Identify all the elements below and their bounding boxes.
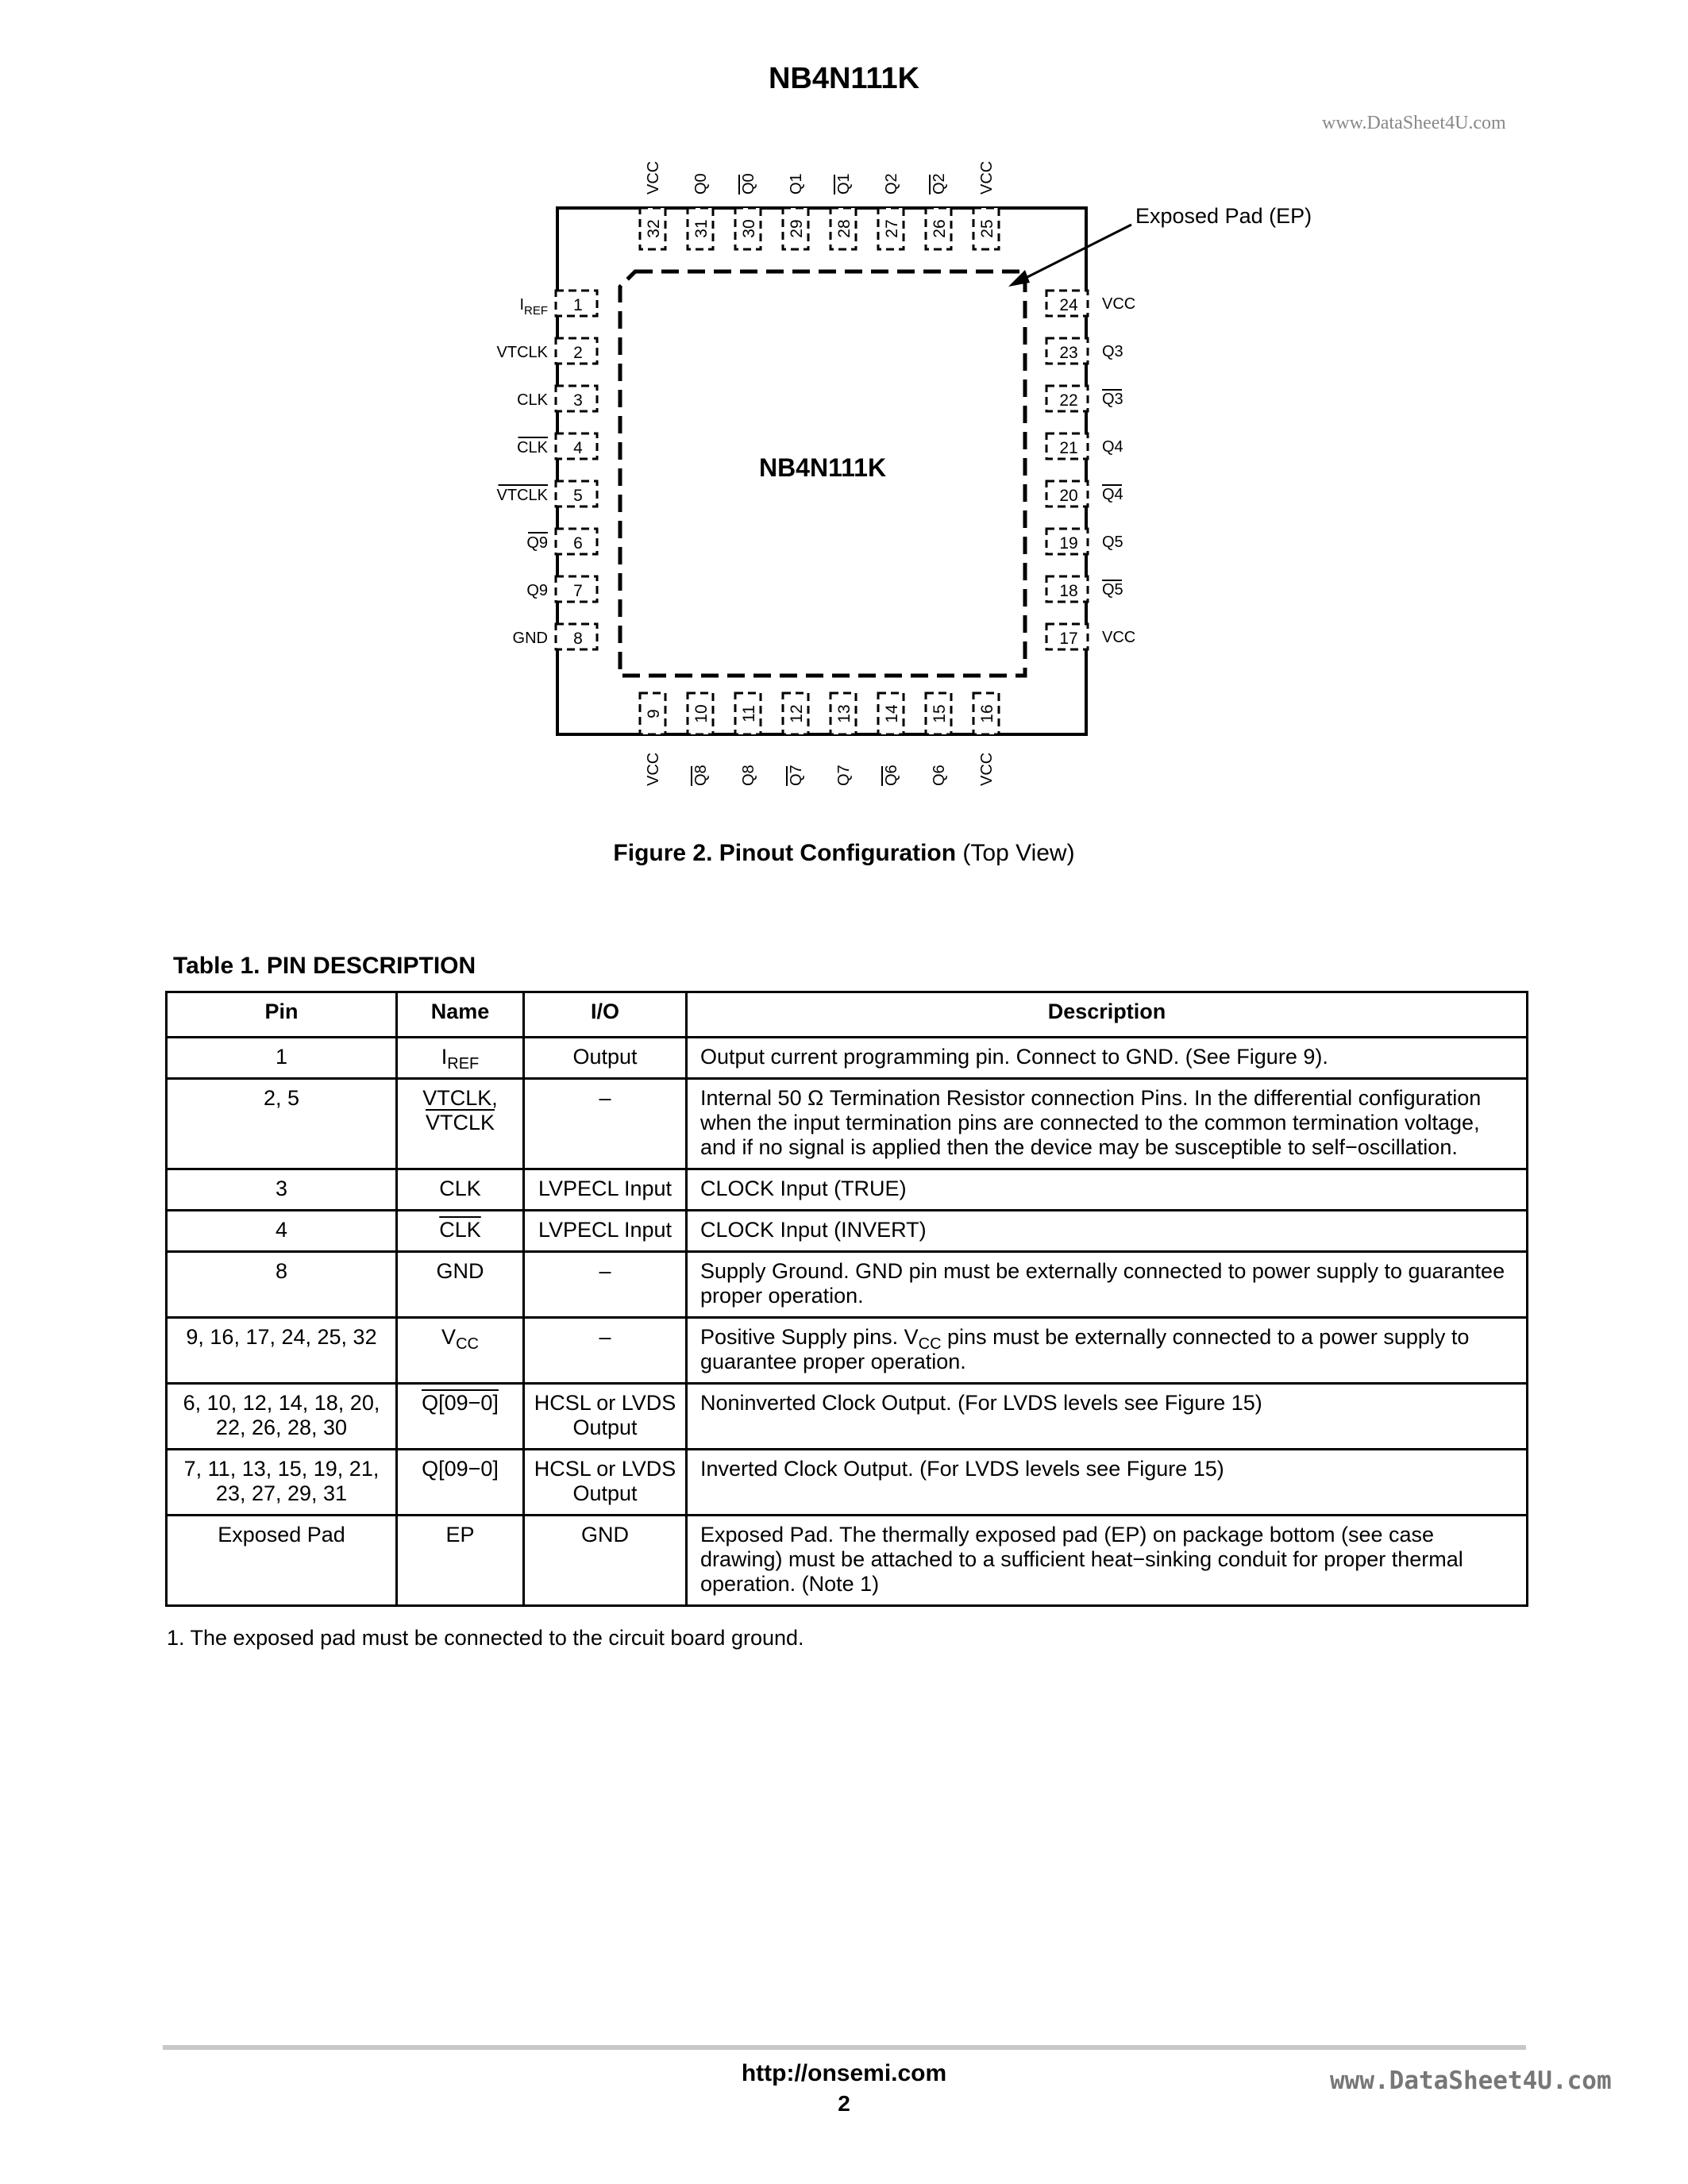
pinout-diagram	[445, 155, 1374, 814]
cell-name: EP	[397, 1516, 524, 1606]
pin-name-top: Q2	[883, 173, 900, 195]
pin-number: 14	[883, 704, 901, 723]
cell-pin: 1	[167, 1038, 397, 1079]
pin-number: 18	[1059, 582, 1078, 600]
pin-number: 16	[978, 704, 996, 723]
pin-number: 30	[740, 219, 758, 238]
cell-description: Exposed Pad. The thermally exposed pad (EP) on package bottom (see case drawing) must be attached to a sufficient heat−sinking conduit for proper thermal operation. (Note 1)	[687, 1516, 1528, 1606]
footer-divider	[163, 2045, 1526, 2050]
pin-number: 15	[931, 704, 949, 723]
cell-io: Output	[524, 1038, 687, 1079]
cell-io: HCSL or LVDS Output	[524, 1450, 687, 1516]
cell-pin: 8	[167, 1252, 397, 1318]
pin-name-left: $I_{REF}$	[519, 296, 548, 318]
pin-number: 5	[573, 487, 583, 505]
pin-name-right: VCC	[1102, 295, 1136, 313]
header-description: Description	[687, 992, 1528, 1038]
header-io: I/O	[524, 992, 687, 1038]
cell-name: $I_{REF}$	[397, 1038, 524, 1079]
pin-number: 17	[1059, 630, 1078, 648]
pin-number: 22	[1059, 391, 1078, 410]
pin-name-left: Q9	[526, 582, 548, 599]
pin-number: 27	[883, 219, 901, 238]
pin-name-top: Q1	[835, 173, 853, 195]
cell-name: CLK	[397, 1169, 524, 1211]
pin-number: 4	[573, 439, 583, 457]
header-pin: Pin	[167, 992, 397, 1038]
pin-name-bottom: VCC	[978, 752, 996, 786]
watermark-bottom: www.DataSheet4U.com	[1330, 2067, 1612, 2095]
pin-number: 10	[692, 704, 711, 723]
pin-name-bottom: Q7	[788, 765, 805, 786]
pin-number: 6	[573, 534, 583, 553]
pin-number: 32	[645, 219, 663, 238]
pin-number: 7	[573, 582, 583, 600]
cell-name: GND	[397, 1252, 524, 1318]
cell-name: Q[09−0]	[397, 1384, 524, 1450]
cell-pin: 7, 11, 13, 15, 19, 21, 23, 27, 29, 31	[167, 1450, 397, 1516]
pin-name-left: CLK	[517, 439, 548, 456]
pin-description-table	[165, 991, 1528, 1607]
pin-name-bottom: Q6	[883, 765, 900, 786]
page-number: 2	[838, 2091, 850, 2116]
pin-name-right: Q4	[1102, 438, 1123, 456]
pin-name-bottom: Q7	[835, 765, 853, 786]
table-footnote: 1. The exposed pad must be connected to the circuit board ground.	[167, 1626, 804, 1650]
table-row	[167, 1252, 1528, 1318]
pin-number: 11	[740, 705, 758, 722]
cell-pin: 2, 5	[167, 1079, 397, 1169]
cell-description: Internal 50 Ω Termination Resistor connection Pins. In the differential configuration when the input termination pins are connected to the common termination voltage, and if no signal is applied then the device may be susceptible to self−oscillation.	[687, 1079, 1528, 1169]
cell-description: CLOCK Input (INVERT)	[687, 1211, 1528, 1252]
cell-io: –	[524, 1079, 687, 1169]
pin-name-right: Q3	[1102, 391, 1123, 408]
pin-name-top: Q2	[931, 173, 948, 195]
pin-number: 29	[788, 219, 806, 238]
pin-number: 23	[1059, 344, 1078, 362]
pin-number: 2	[573, 344, 583, 362]
watermark-top: www.DataSheet4U.com	[1322, 113, 1506, 133]
pin-name-top: VCC	[645, 160, 662, 195]
footer-url[interactable]: http://onsemi.com	[741, 2060, 947, 2086]
pin-name-left: VTCLK	[496, 487, 548, 504]
pin-number: 13	[835, 704, 854, 723]
cell-name: Q[09−0]	[397, 1450, 524, 1516]
cell-name: $V_{CC}$	[397, 1318, 524, 1384]
pin-number: 21	[1059, 439, 1078, 457]
table-row	[167, 1384, 1528, 1450]
pin-name-left: VTCLK	[496, 344, 548, 361]
pin-name-right: VCC	[1102, 629, 1136, 646]
pin-name-right: Q5	[1102, 581, 1123, 599]
pin-name-right: Q5	[1102, 533, 1123, 551]
table-row	[167, 1516, 1528, 1606]
cell-io: LVPECL Input	[524, 1169, 687, 1211]
pin-number: 8	[573, 630, 583, 648]
table-row	[167, 1211, 1528, 1252]
cell-description: Supply Ground. GND pin must be externally connected to power supply to guarantee proper operation.	[687, 1252, 1528, 1318]
exposed-pad-arrow-line	[1018, 225, 1131, 282]
pin-name-left: CLK	[517, 391, 548, 409]
table-row	[167, 1079, 1528, 1169]
cell-pin: 9, 16, 17, 24, 25, 32	[167, 1318, 397, 1384]
pin-name-right: Q3	[1102, 343, 1123, 360]
table-row	[167, 1169, 1528, 1211]
cell-name: VTCLK, VTCLK	[397, 1079, 524, 1169]
pin-name-left: GND	[512, 630, 548, 647]
pin-number: 20	[1059, 487, 1078, 505]
pin-name-left: Q9	[526, 534, 548, 552]
cell-description: Output current programming pin. Connect to GND. (See Figure 9).	[687, 1038, 1528, 1079]
pin-name-top: Q0	[740, 173, 757, 195]
pin-name-right: Q4	[1102, 486, 1123, 503]
pin-name-top: VCC	[978, 160, 996, 195]
cell-io: –	[524, 1252, 687, 1318]
cell-io: LVPECL Input	[524, 1211, 687, 1252]
exposed-pad-label: Exposed Pad (EP)	[1135, 204, 1312, 228]
pin-name-bottom: Q6	[931, 765, 948, 786]
pin-number: 24	[1059, 296, 1078, 314]
cell-io: GND	[524, 1516, 687, 1606]
cell-description: Positive Supply pins. $V_{CC}$ pins must be externally connected to a power supply to guarantee proper operation.	[687, 1318, 1528, 1384]
cell-description: CLOCK Input (TRUE)	[687, 1169, 1528, 1211]
cell-io: HCSL or LVDS Output	[524, 1384, 687, 1450]
page-title: NB4N111K	[768, 62, 920, 95]
table-row	[167, 1318, 1528, 1384]
table-header-row	[167, 992, 1528, 1038]
table-row	[167, 1038, 1528, 1079]
pin-name-bottom: VCC	[645, 752, 662, 786]
pin-name-bottom: Q8	[692, 765, 710, 786]
pin-number: 19	[1059, 534, 1078, 553]
cell-pin: 6, 10, 12, 14, 18, 20, 22, 26, 28, 30	[167, 1384, 397, 1450]
header-name: Name	[397, 992, 524, 1038]
cell-pin: Exposed Pad	[167, 1516, 397, 1606]
table-row	[167, 1450, 1528, 1516]
pin-name-bottom: Q8	[740, 765, 757, 786]
cell-pin: 4	[167, 1211, 397, 1252]
cell-pin: 3	[167, 1169, 397, 1211]
cell-name: $\overline{CLK}$	[397, 1211, 524, 1252]
table-title: Table 1. PIN DESCRIPTION	[173, 953, 476, 979]
pin-number: 25	[978, 219, 996, 238]
cell-io: –	[524, 1318, 687, 1384]
pin-number: 12	[788, 704, 806, 723]
pin-number: 26	[931, 219, 949, 238]
pin-name-top: Q1	[788, 173, 805, 195]
pin-number: 3	[573, 391, 583, 410]
pin-number: 28	[835, 219, 854, 238]
pin-number: 31	[692, 219, 711, 238]
chip-label: NB4N111K	[758, 453, 887, 482]
pin-number: 9	[645, 709, 663, 718]
pin-number: 1	[573, 296, 583, 314]
figure-caption: Figure 2. Pinout Configuration (Top View)	[613, 840, 1075, 866]
cell-description: Noninverted Clock Output. (For LVDS levels see Figure 15)	[687, 1384, 1528, 1450]
pin-name-top: Q0	[692, 173, 710, 195]
cell-description: Inverted Clock Output. (For LVDS levels see Figure 15)	[687, 1450, 1528, 1516]
